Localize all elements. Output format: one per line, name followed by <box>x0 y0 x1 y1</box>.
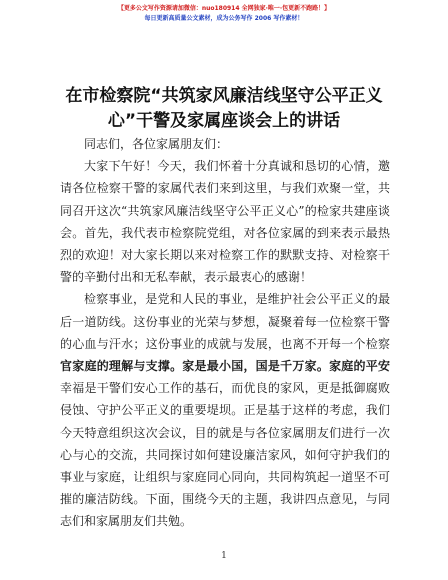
paragraph-2-part-a: 检察事业，是党和人民的事业，是维护社会公平正义的最后一道防线。这份事业的光荣与梦想，凝聚着每一位检察干警的心血与汗水；这份事业的成就与发展，也离不开每一个检察 <box>60 292 390 351</box>
salutation: 同志们，各位家属朋友们： <box>84 137 229 151</box>
banner-line-2: 每日更新高质量公文素材，成为公务写作 2006 写作素材！ <box>144 15 304 22</box>
title-line-1: 在市检察院“共筑家风廉洁线坚守公平正义 <box>65 86 383 106</box>
paragraph-2 <box>60 288 390 532</box>
header-banner <box>0 4 448 24</box>
banner-line-1: 【更多公文写作资源请加微信：nuo180914 全网独家·唯一·包更新不跑路！】 <box>117 5 331 12</box>
document-body <box>60 133 390 533</box>
paragraph-1: 大家下午好！今天，我们怀着十分真诚和恳切的心情，邀请各位检察干警的家属代表们来到这里，与我们欢聚一堂，共同召开这次“共筑家风廉洁线坚守公平正义心”的检家共建座谈会。首先，我代表市检察院党组，对各位家属的到来表示最热烈的欢迎！对大家长期以来对检察工作的默默支持、对检察干警的辛勤付出和无私奉献，表示最衷心的感谢！ <box>60 159 390 285</box>
page-number: 1 <box>221 551 227 561</box>
title-line-2: 心”干警及家属座谈会上的讲话 <box>107 111 341 131</box>
document-title <box>40 84 408 134</box>
paragraph-2-bold: 官家庭的理解与支撑。家是最小国，国是千万家。家庭的平安 <box>60 359 390 374</box>
paragraph-2-part-b: 幸福是干警们安心工作的基石，而优良的家风，更是抵御腐败侵蚀、守护公平正义的重要堤坝。正是基于这样的考虑，我们今天特意组织这次会议，目的就是与各位家属朋友们进行一次心与心的交流，共同探讨如何建设廉洁家风，如何守护我们的事业与家庭，让组织与家庭同心同向，共同构筑起一道坚不可摧的廉洁防线。下面，围绕今天的主题，我讲四点意见，与同志们和家属朋友们共勉。 <box>60 381 390 529</box>
